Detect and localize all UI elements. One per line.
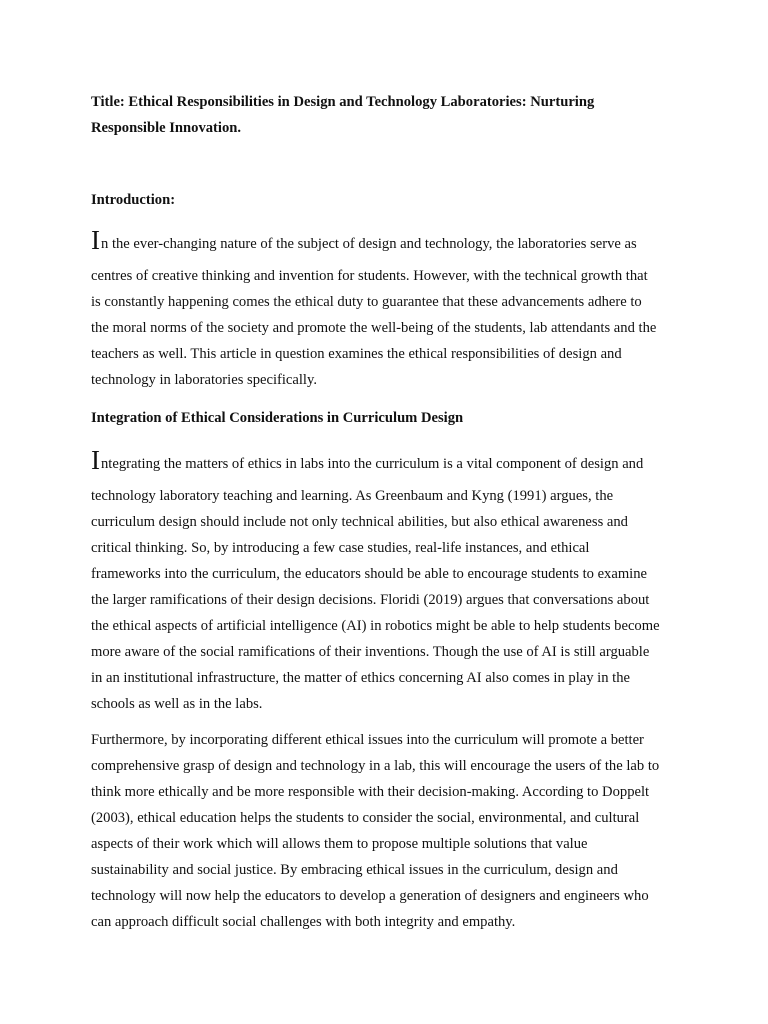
section-paragraph: [91, 445, 691, 717]
paragraph-line: in an institutional infrastructure, the matter of ethics concerning AI also comes in play in the: [91, 670, 631, 686]
introduction-heading: Introduction:: [91, 192, 176, 208]
paragraph-line: schools as well as in the labs.: [91, 696, 263, 712]
paragraph-line: comprehensive grasp of design and technology in a lab, this will encourage the users of the lab to: [91, 758, 660, 774]
paragraph-line: Furthermore, by incorporating different ethical issues into the curriculum will promote a better: [91, 732, 644, 748]
section-heading: Integration of Ethical Considerations in Curriculum Design: [91, 410, 464, 426]
paragraph-line: technology laboratory teaching and learning. As Greenbaum and Kyng (1991) argues, the: [91, 488, 614, 504]
paragraph-line: the larger ramifications of their design decisions. Floridi (2019) argues that conversations about: [91, 592, 650, 608]
paragraph-line: can approach difficult social challenges with both integrity and empathy.: [91, 914, 516, 930]
paragraph-line: think more ethically and be more responsible with their decision-making. According to Doppelt: [91, 784, 650, 800]
paragraph-line: sustainability and social justice. By embracing ethical issues in the curriculum, design and: [91, 862, 618, 878]
paragraph-line: n the ever-changing nature of the subject of design and technology, the laboratories serve as: [101, 236, 637, 252]
document-title: [91, 89, 691, 141]
paragraph-line: ntegrating the matters of ethics in labs into the curriculum is a vital component of design and: [101, 456, 644, 472]
paragraph-line: more aware of the social ramifications of their inventions. Though the use of AI is still arguable: [91, 644, 650, 660]
paragraph-line: centres of creative thinking and invention for students. However, with the technical growth that: [91, 268, 648, 284]
paragraph-first-line: [91, 225, 691, 263]
paragraph-line: technology will now help the educators to develop a generation of designers and engineers who: [91, 888, 649, 904]
title-line: Title: Ethical Responsibilities in Design and Technology Laboratories: Nurturing: [91, 94, 595, 110]
drop-cap: I: [91, 225, 100, 255]
paragraph-line: is constantly happening comes the ethical duty to guarantee that these advancements adhere to: [91, 294, 642, 310]
title-line: Responsible Innovation.: [91, 120, 242, 136]
paragraph-line: the moral norms of the society and promote the well-being of the students, lab attendants and the: [91, 320, 657, 336]
drop-cap: I: [91, 445, 100, 475]
introduction-paragraph: [91, 225, 691, 393]
paragraph-first-line: [91, 445, 691, 483]
section-paragraph: [91, 727, 691, 935]
paragraph-line: critical thinking. So, by introducing a few case studies, real-life instances, and ethical: [91, 540, 590, 556]
paragraph-line: (2003), ethical education helps the students to consider the social, environmental, and cultural: [91, 810, 640, 826]
paragraph-line: technology in laboratories specifically.: [91, 372, 317, 388]
paragraph-line: curriculum design should include not only technical abilities, but also ethical awareness and: [91, 514, 628, 530]
paragraph-line: frameworks into the curriculum, the educators should be able to encourage students to examine: [91, 566, 648, 582]
paragraph-line: the ethical aspects of artificial intelligence (AI) in robotics might be able to help students become: [91, 618, 660, 634]
paragraph-line: teachers as well. This article in question examines the ethical responsibilities of design and: [91, 346, 622, 362]
paragraph-line: aspects of their work which will allows them to propose multiple solutions that value: [91, 836, 588, 852]
